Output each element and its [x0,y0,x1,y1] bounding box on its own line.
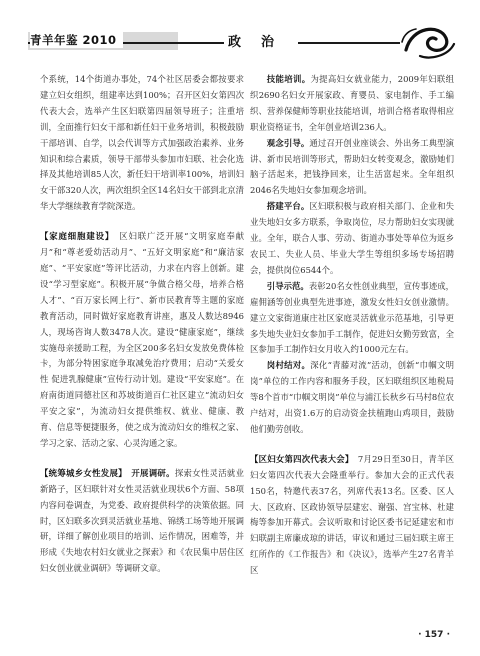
paragraph-concept-guidance-text: 通过召开创业座谈会、外出务工典型演讲、新市民培训等形式，帮助妇女转变观念，激励她们脑子活起来，把钱挣回来，让生活富起来。全年组织2046名失地妇女参加观念培训。 [250,137,454,196]
subheading-concept-guidance: 观念引导。 [266,137,310,148]
subheading-demonstration: 引导示范。 [266,280,309,291]
paragraph-research-text: 探索女性灵活就业新路子，区妇联针对女性灵活就业现状6个方面、58项内容问卷调查，为党委、政府提供科学的决策依据。同时，区妇联多次到灵活就业基地、锦绣工场等地开展调研，详细了解创业项目的培训、运作情况，困难等，并形成《失地农村妇女就业之探索》和《农民集中居住区妇女创业就业调研》等调研文章。 [40,467,244,574]
section-heading-family-building: 【家庭细胞建设】 [40,231,110,242]
subheading-skills-training: 技能培训。 [266,74,311,84]
paragraph-womens-congress [250,452,454,579]
paragraph-skills-training-text: 为提高妇女就业能力，2009年妇联组织2690名妇女开展家政、育婴员、家电制作、手工编织、营养保健师等职业技能培训，培训合格者取得相应职业资格证书，全年创业培训236人。 [250,74,454,132]
paragraph-platform-building-text: 区妇联积极与政府相关部门、企业和失业失地妇女多方联系，争取岗位，尽力帮助妇女实现就业。全年，联合人事、劳动、街道办事处等单位为返乡农民工、失业人员、毕业大学生等组织多场专场招聘会，提供岗位6544个。 [250,201,454,275]
paragraph-family-building [40,229,244,452]
paragraph-urban-rural-development [40,466,244,577]
subheading-post-village-pairing: 岗村结对。 [266,360,311,371]
paragraph-demonstration [250,279,454,359]
paragraph-family-building-text: 区妇联广泛开展“文明家庭奉献月”和“尊老爱幼活动月”、“五好文明家庭”和“廉洁家庭”、“平安家庭”等评比活动，力求在内容上创新。建设“学习型家庭”。积极开展“争做合格父母，培养合格人才”、“百万家长网上行”、新市民教育等主题的家庭教育活动，同时做好家庭教育讲座，惠及人数达8946人，现场咨询人数3478人次。建设“健康家庭”，继续实施母亲援助工程，为全区200多名妇女发放免费体检卡，为部分特困家庭争取减免治疗费用；启动“关爱女性 促进乳腺健康”宣传行动计划。建设“平安家庭”。在府南街道同德社区和苏坡街道百仁社区建立“流动妇女平安之家”，为流动妇女提供维权、就业、健康、教育、信息等便捷服务，使之成为流动妇女的维权之家、学习之家、活动之家、心灵沟通之家。 [40,231,245,448]
right-column [250,72,454,579]
swirl-logo-icon [400,20,458,60]
paragraph-concept-guidance [250,136,454,200]
left-column [40,72,244,577]
paragraph-platform-building [250,199,454,279]
paragraph-post-village-pairing-text: 深化“青藤对流”活动，创新“巾帼文明岗”单位的工作内容和服务手段，区妇联组织区地税局等8个首市“巾帼文明岗”单位与浦江长秋乡石马村8位农户结对，出资1.6万的启动资金扶植跑山鸡项目，鼓励他们勤劳创收。 [250,360,455,434]
page-number: · 157 · [418,630,450,640]
page-header [28,26,458,56]
section-heading-urban-rural: 【统筹城乡女性发展】 [40,467,123,478]
section-title: 政治 [224,31,298,50]
section-heading-womens-congress: 【区妇女第四次代表大会】 [250,453,350,464]
paragraph-demonstration-text: 表彰20名女性创业典型，宣传事迹成，雇佣涵等创业典型先进事迹，激发女性妇女创业激情。建立文家街道康庄社区家庭灵活就业示范基地，引导更多失地失业妇女参加手工制作，促进妇女勤劳致富，全区参加手工制作妇女月收入约1000元左右。 [250,280,455,355]
paragraph-skills-training [250,72,454,136]
paragraph-womens-congress-text: 7月29日至30日，青羊区妇女第四次代表大会隆重举行。参加大会的正式代表150名，特邀代表37名，列席代表13名。区委、区人大、区政府、区政协领导层建宏、谢强、宫宝林、杜建梅等参加开幕式。会议听取和讨论区委书记延建宏和市妇联副主席廉成琼的讲话，审议和通过三届妇联主席王红所作的《工作报告》和《决议》，选举产生27名青羊区 [250,453,454,576]
paragraph-post-village-pairing [250,358,454,438]
yearbook-title: 青羊年鉴 2010 [30,32,123,48]
paragraph-organization-building: 个系统，14个街道办事处，74个社区居委会都按要求建立妇女组织，组建率达到100%；召开区妇女第四次代表大会，选举产生区妇联第四届领导班子；注重培训，全面推行妇女干部和新任妇干业务培训，积极鼓励干部培训、自学，以会代训等方式加强政治素养、业务知识和综合素质，领导干部带头参加市妇联、社会化选择及其他培训85人次，新任妇干培训率100%，培训妇女干部320人次，两次组织全区14名妇女干部到北京清华大学继续教育学院深造。 [40,74,244,212]
subheading-research: 开展调研。 [131,467,175,478]
subheading-platform-building: 搭建平台。 [266,201,310,212]
